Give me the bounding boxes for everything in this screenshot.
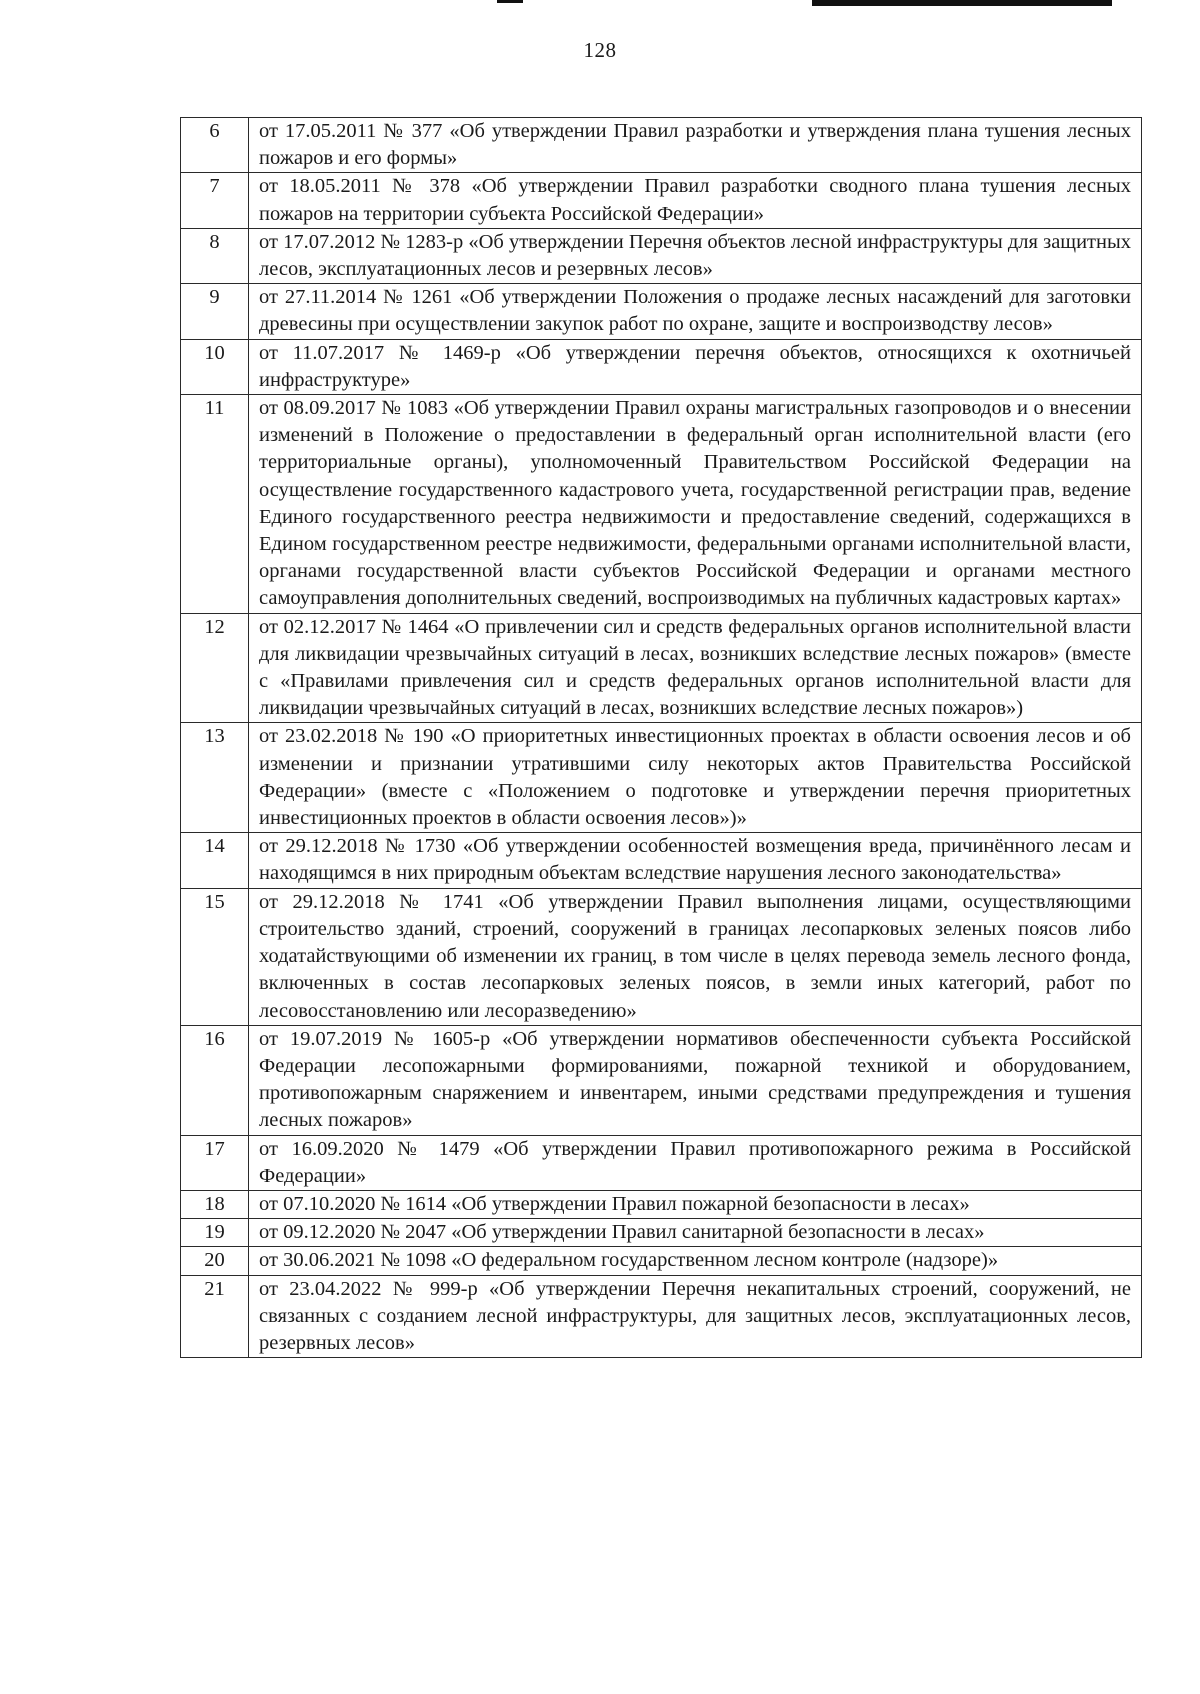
row-text: от 18.05.2011 № 378 «Об утверждении Правил разработки сводного плана тушения лесных пожаров на территории субъекта Российской Федерации» bbox=[249, 173, 1142, 228]
row-number: 16 bbox=[181, 1025, 249, 1135]
row-number: 14 bbox=[181, 833, 249, 888]
row-number: 9 bbox=[181, 284, 249, 339]
row-number: 7 bbox=[181, 173, 249, 228]
table-row bbox=[181, 228, 1142, 283]
regulations-table bbox=[180, 117, 1142, 1358]
row-number: 19 bbox=[181, 1219, 249, 1247]
row-number: 13 bbox=[181, 723, 249, 833]
table-row bbox=[181, 284, 1142, 339]
table-row bbox=[181, 1135, 1142, 1190]
row-number: 15 bbox=[181, 888, 249, 1025]
row-text: от 08.09.2017 № 1083 «Об утверждении Правил охраны магистральных газопроводов и о внесении изменений в Положение о предоставлении в федеральный орган исполнительной власти (его территориальные органы), уполномоченный Правительством Российской Федерации на осуществление государственного кадастрового учета, государственной регистрации прав, ведение Единого государственного реестра недвижимости и предоставление сведений, содержащихся в Едином государственном реестре недвижимости, федеральными органами исполнительной власти, органами государственной власти субъектов Российской Федерации и органами местного самоуправления дополнительных сведений, воспроизводимых на публичных кадастровых картах» bbox=[249, 395, 1142, 614]
table-row bbox=[181, 395, 1142, 614]
row-text: от 19.07.2019 № 1605-р «Об утверждении нормативов обеспеченности субъекта Российской Федерации лесопожарными формированиями, пожарной техникой и оборудованием, противопожарным снаряжением и инвентарем, иными средствами предупреждения и тушения лесных пожаров» bbox=[249, 1025, 1142, 1135]
table-row bbox=[181, 613, 1142, 723]
row-text: от 17.05.2011 № 377 «Об утверждении Правил разработки и утверждения плана тушения лесных пожаров и его формы» bbox=[249, 118, 1142, 173]
table-row bbox=[181, 1247, 1142, 1275]
row-text: от 09.12.2020 № 2047 «Об утверждении Правил санитарной безопасности в лесах» bbox=[249, 1219, 1142, 1247]
table-row bbox=[181, 339, 1142, 394]
page-number: 128 bbox=[583, 38, 617, 62]
row-number: 18 bbox=[181, 1190, 249, 1218]
row-text: от 16.09.2020 № 1479 «Об утверждении Правил противопожарного режима в Российской Федерации» bbox=[249, 1135, 1142, 1190]
scan-artifact-top-left bbox=[497, 0, 523, 3]
row-number: 11 bbox=[181, 395, 249, 614]
table-row bbox=[181, 1025, 1142, 1135]
row-text: от 23.02.2018 № 190 «О приоритетных инвестиционных проектах в области освоения лесов и об изменении и признании утратившими силу некоторых актов Правительства Российской Федерации» (вместе с «Положением о подготовке и утверждении перечня приоритетных инвестиционных проектов в области освоения лесов»)» bbox=[249, 723, 1142, 833]
table-row bbox=[181, 118, 1142, 173]
row-text: от 29.12.2018 № 1730 «Об утверждении особенностей возмещения вреда, причинённого лесам и находящимся в них природным объектам вследствие нарушения лесного законодательства» bbox=[249, 833, 1142, 888]
table-row bbox=[181, 833, 1142, 888]
table-row bbox=[181, 1275, 1142, 1358]
scan-artifact-top-right bbox=[812, 0, 1112, 6]
row-text: от 30.06.2021 № 1098 «О федеральном государственном лесном контроле (надзоре)» bbox=[249, 1247, 1142, 1275]
row-number: 10 bbox=[181, 339, 249, 394]
table-row bbox=[181, 173, 1142, 228]
row-number: 20 bbox=[181, 1247, 249, 1275]
table-row bbox=[181, 723, 1142, 833]
table-row bbox=[181, 1190, 1142, 1218]
row-text: от 07.10.2020 № 1614 «Об утверждении Правил пожарной безопасности в лесах» bbox=[249, 1190, 1142, 1218]
row-number: 12 bbox=[181, 613, 249, 723]
row-number: 17 bbox=[181, 1135, 249, 1190]
row-number: 6 bbox=[181, 118, 249, 173]
row-text: от 23.04.2022 № 999-р «Об утверждении Перечня некапитальных строений, сооружений, не связанных с созданием лесной инфраструктуры, для защитных лесов, эксплуатационных лесов, резервных лесов» bbox=[249, 1275, 1142, 1358]
row-number: 21 bbox=[181, 1275, 249, 1358]
table-row bbox=[181, 888, 1142, 1025]
row-text: от 02.12.2017 № 1464 «О привлечении сил и средств федеральных органов исполнительной власти для ликвидации чрезвычайных ситуаций в лесах, возникших вследствие лесных пожаров» (вместе с «Правилами привлечения сил и средств федеральных органов исполнительной власти для ликвидации чрезвычайных ситуаций в лесах, возникших вследствие лесных пожаров») bbox=[249, 613, 1142, 723]
row-text: от 11.07.2017 № 1469-р «Об утверждении перечня объектов, относящихся к охотничьей инфраструктуре» bbox=[249, 339, 1142, 394]
table-row bbox=[181, 1219, 1142, 1247]
row-number: 8 bbox=[181, 228, 249, 283]
row-text: от 27.11.2014 № 1261 «Об утверждении Положения о продаже лесных насаждений для заготовки древесины при осуществлении закупок работ по охране, защите и воспроизводству лесов» bbox=[249, 284, 1142, 339]
row-text: от 17.07.2012 № 1283-р «Об утверждении Перечня объектов лесной инфраструктуры для защитных лесов, эксплуатационных лесов и резервных лесов» bbox=[249, 228, 1142, 283]
row-text: от 29.12.2018 № 1741 «Об утверждении Правил выполнения лицами, осуществляющими строительство зданий, строений, сооружений в границах лесопарковых зеленых поясов либо ходатайствующими об изменении их границ, в том числе в целях перевода земель лесного фонда, включенных в состав лесопарковых зеленых поясов, в земли иных категорий, работ по лесовосстановлению или лесоразведению» bbox=[249, 888, 1142, 1025]
